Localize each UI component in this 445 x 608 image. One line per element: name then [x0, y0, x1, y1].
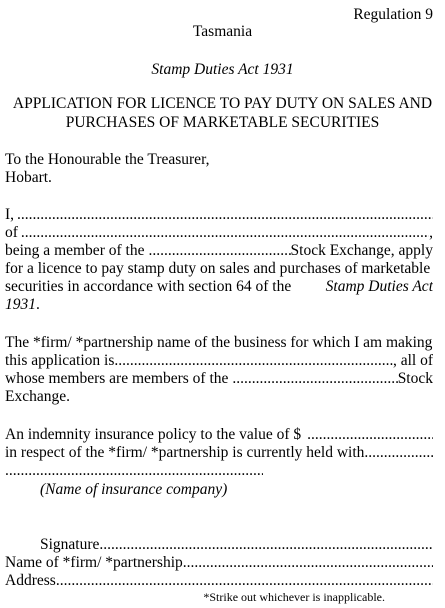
of-label: of	[5, 224, 18, 241]
application-is-text: this application is	[5, 352, 115, 369]
signature-field[interactable]	[99, 535, 433, 554]
signature-label: Signature	[40, 536, 100, 553]
applicant-name-field[interactable]	[17, 205, 433, 224]
insurance-held-text: in respect of the *firm/ *partnership is currently held with	[5, 444, 365, 461]
insurance-value-field[interactable]	[307, 425, 433, 444]
insurance-company-field-2[interactable]	[5, 461, 263, 480]
insurance-company-line	[5, 461, 263, 480]
members-pre-text: whose members are members of the	[5, 370, 229, 387]
applicant-address-field[interactable]	[21, 223, 429, 242]
firm-name-label: Name of *firm/ *partnership	[5, 554, 183, 571]
business-name-field[interactable]	[114, 351, 393, 370]
applicant-address-line	[5, 223, 433, 242]
act-reference: Stamp Duties Act	[325, 278, 433, 295]
section-reference-line	[5, 277, 433, 296]
addressee-line-2: Hobart.	[5, 169, 52, 186]
footnote: *Strike out whichever is inapplicable.	[203, 590, 385, 604]
firm-name-line	[5, 553, 433, 572]
address-field[interactable]	[56, 571, 433, 590]
act-name: Stamp Duties Act 1931	[151, 61, 294, 78]
regulation-number: Regulation 9	[353, 6, 433, 23]
act-year-period: .	[36, 296, 40, 313]
applicant-name-line	[5, 205, 433, 224]
insurance-value-text: An indemnity insurance policy to the value of $	[5, 426, 302, 443]
state-name: Tasmania	[192, 23, 253, 40]
stock-text: Stock	[397, 370, 433, 387]
form-title-line-2: PURCHASES OF MARKETABLE SECURITIES	[65, 114, 380, 131]
exchange-membership-line	[5, 241, 433, 260]
addressee-line-1: To the Honourable the Treasurer,	[5, 151, 210, 168]
section-text: securities in accordance with section 64 of the	[5, 278, 292, 295]
insurance-company-field[interactable]	[364, 443, 433, 462]
exchange-name-field[interactable]	[148, 241, 290, 260]
business-name-intro: The *firm/ *partnership name of the business for which I am making	[5, 334, 433, 351]
address-label: Address	[5, 572, 56, 589]
act-year: 1931	[5, 296, 36, 313]
all-of-text: , all of	[392, 352, 433, 369]
insurance-company-caption: (Name of insurance company)	[40, 481, 228, 498]
member-post-text: Stock Exchange, apply	[290, 242, 433, 259]
act-year-line	[5, 295, 40, 314]
signature-line	[40, 535, 433, 554]
applicant-label: I,	[5, 206, 15, 223]
form-title-line-1: APPLICATION FOR LICENCE TO PAY DUTY ON SALES AND	[12, 95, 433, 112]
firm-name-field[interactable]	[183, 553, 433, 572]
business-name-line	[5, 351, 433, 370]
exchange-word: Exchange.	[5, 388, 70, 405]
insurance-value-line	[5, 425, 433, 444]
member-pre-text: being a member of the	[5, 242, 145, 259]
address-line	[5, 571, 433, 590]
second-exchange-field[interactable]	[232, 369, 397, 388]
members-line	[5, 369, 433, 388]
insurance-held-line	[5, 443, 433, 462]
licence-line: for a licence to pay stamp duty on sales and purchases of marketable	[5, 260, 431, 277]
of-comma: ,	[429, 224, 433, 241]
